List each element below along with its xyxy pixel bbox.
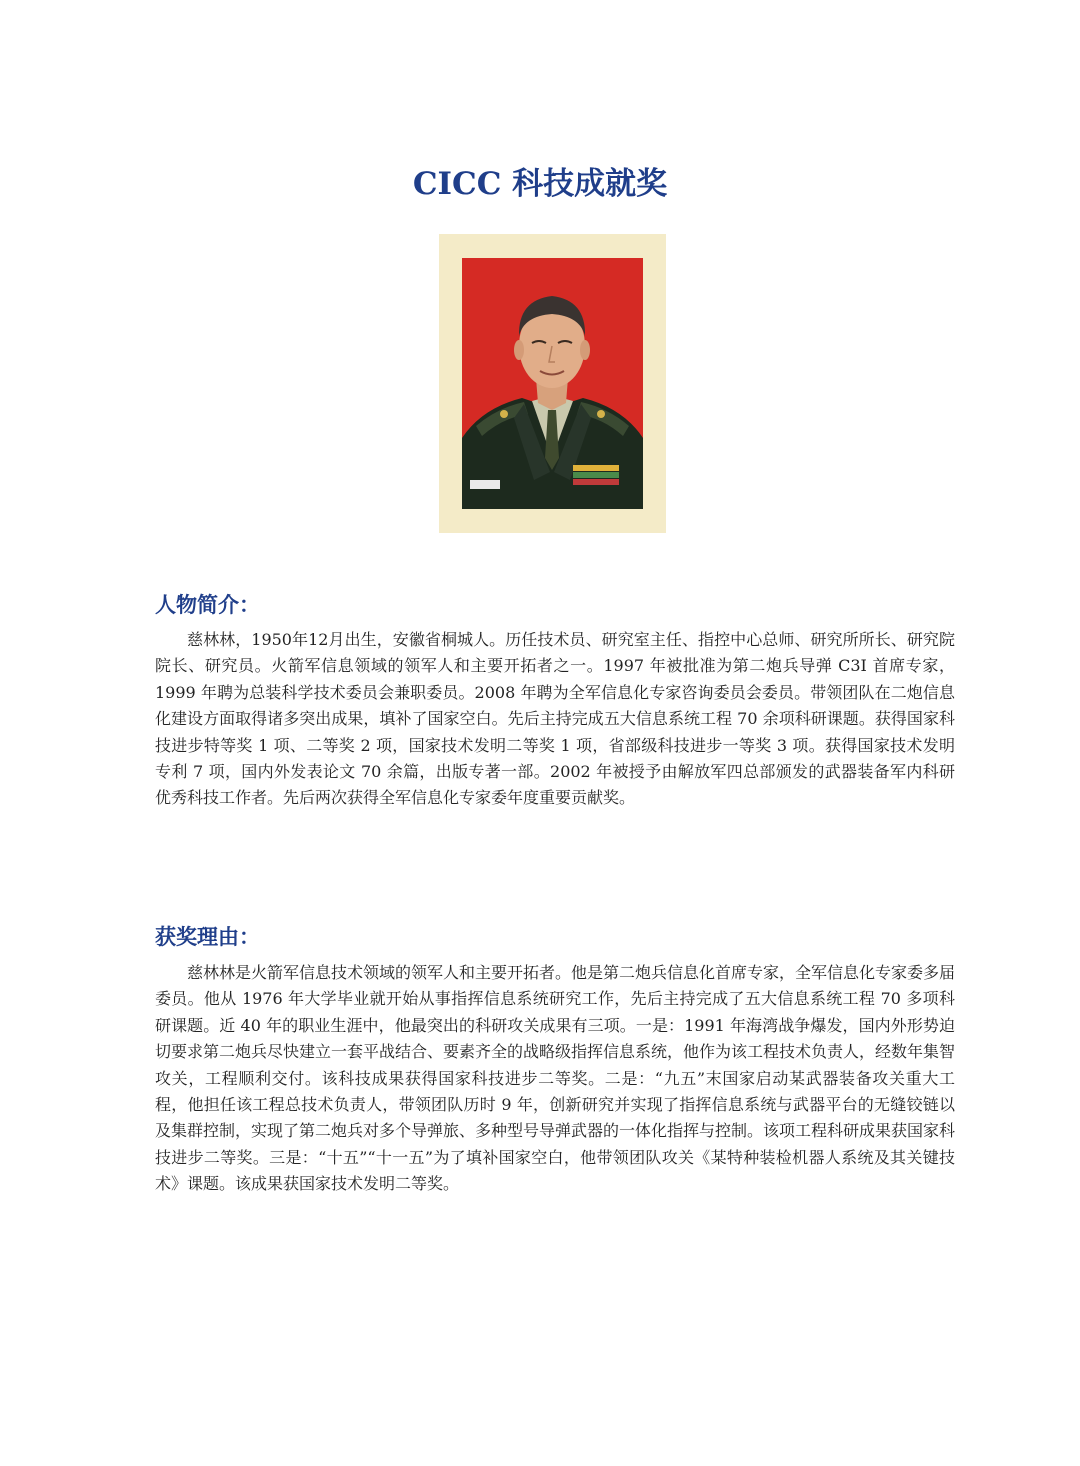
page-title: CICC 科技成就奖 (412, 166, 668, 202)
award-reason-heading: 获奖理由： (155, 924, 260, 949)
portrait-frame (439, 234, 666, 533)
award-reason-paragraph: 慈林林是火箭军信息技术领域的领军人和主要开拓者。他是第二炮兵信息化首席专家，全军信息化专家委多届委员。他从 1976 年大学毕业就开始从事指挥信息系统研究工作，先后主持完成了五大信息系统工程 70 多项科研课题。近 40 年的职业生涯中，他最突出的科研攻关成果有三项。一是：1991 年海湾战争爆发，国内外形势迫切要求第二炮兵尽快建立一套平战结合、要素齐全的战略级指挥信息系统，他作为该工程技术负责人，经数年集智攻关，工程顺利交付。该科技成果获得国家科技进步二等奖。二是：“九五”末国家启动某武器装备攻关重大工程，他担任该工程总技术负责人，带领团队历时 9 年，创新研究并实现了指挥信息系统与武器平台的无缝铰链以及集群控制，实现了第二炮兵对多个导弹旅、多种型号导弹武器的一体化指挥与控制。该项工程科研成果获国家科技进步二等奖。三是：“十五”“十一五”为了填补国家空白，他带领团队攻关《某特种装检机器人系统及其关键技术》课题。该成果获国家技术发明二等奖。 (155, 963, 956, 1194)
portrait-photo (462, 258, 643, 509)
bio-heading: 人物简介： (155, 592, 260, 617)
bio-paragraph: 慈林林，1950年12月出生，安徽省桐城人。历任技术员、研究室主任、指控中心总师、研究所所长、研究院院长、研究员。火箭军信息领域的领军人和主要开拓者之一。1997 年被批准为第二炮兵导弹 C3I 首席专家，1999 年聘为总装科学技术委员会兼职委员。2008 年聘为全军信息化专家咨询委员会委员。带领团队在二炮信息化建设方面取得诸多突出成果，填补了国家空白。先后主持完成五大信息系统工程 70 余项科研课题。获得国家科技进步特等奖 1 项、二等奖 2 项，国家技术发明二等奖 1 项，省部级科技进步一等奖 3 项。获得国家技术发明专利 7 项，国内外发表论文 70 余篇，出版专著一部。2002 年被授予由解放军四总部颁发的武器装备军内科研优秀科技工作者。先后两次获得全军信息化专家委年度重要贡献奖。 (155, 630, 955, 808)
